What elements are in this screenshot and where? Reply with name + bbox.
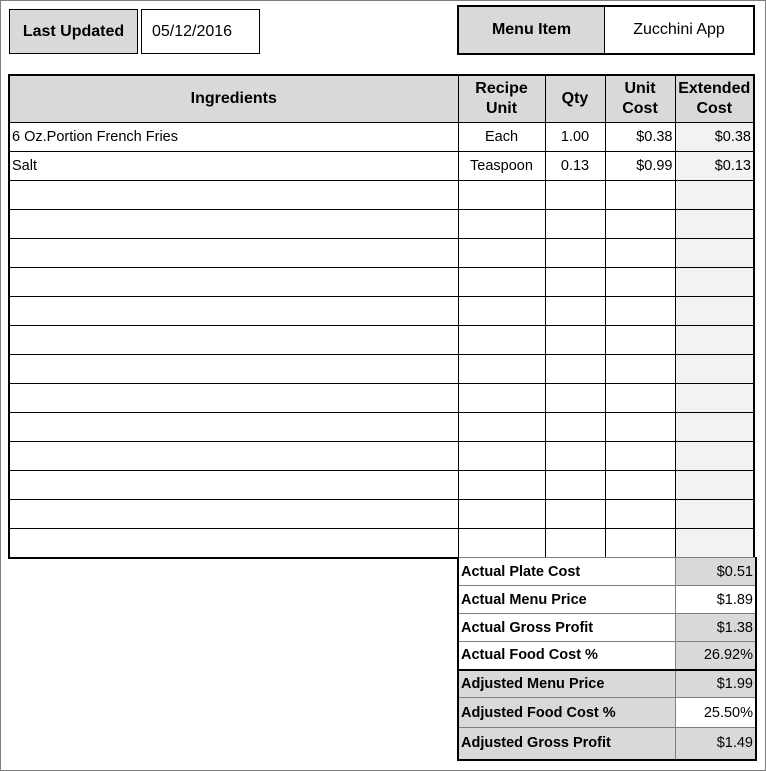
extended-cost-cell [675,268,754,297]
extended-cost-cell [675,442,754,471]
summary-label: Actual Gross Profit [458,614,675,642]
summary-value: $1.49 [675,728,756,760]
table-row [9,210,754,239]
ingredient-cell[interactable] [9,210,458,239]
summary-label: Actual Food Cost % [458,642,675,670]
qty-cell[interactable] [545,529,605,559]
unit-cost-cell[interactable] [605,268,675,297]
qty-cell[interactable] [545,355,605,384]
extended-cost-cell [675,500,754,529]
extended-cost-cell [675,210,754,239]
summary-label: Adjusted Menu Price [458,670,675,698]
ingredient-cell[interactable] [9,181,458,210]
summary-value: 26.92% [675,642,756,670]
ingredient-cell[interactable] [9,297,458,326]
table-row [9,355,754,384]
recipe-unit-cell[interactable] [458,384,545,413]
qty-cell[interactable]: 1.00 [545,123,605,152]
extended-cost-cell: $0.38 [675,123,754,152]
ingredient-cell[interactable] [9,529,458,559]
table-header-row [9,75,754,123]
table-row [9,239,754,268]
recipe-unit-cell[interactable] [458,471,545,500]
unit-cost-cell[interactable] [605,471,675,500]
summary-label: Actual Menu Price [458,586,675,614]
recipe-unit-cell[interactable] [458,500,545,529]
summary-row [458,728,756,760]
table-row [9,181,754,210]
menu-item-field[interactable]: Zucchini App [605,7,753,53]
extended-cost-cell [675,529,754,559]
unit-cost-cell[interactable] [605,355,675,384]
extended-cost-cell [675,471,754,500]
ingredient-cell[interactable] [9,500,458,529]
qty-cell[interactable] [545,413,605,442]
table-row [9,268,754,297]
recipe-unit-cell[interactable]: Each [458,123,545,152]
summary-value[interactable]: $1.99 [675,670,756,698]
ingredient-cell[interactable] [9,239,458,268]
unit-cost-cell[interactable]: $0.38 [605,123,675,152]
recipe-unit-cell[interactable] [458,355,545,384]
qty-cell[interactable] [545,326,605,355]
col-header-unit-cost: Unit Cost [605,75,675,123]
recipe-unit-cell[interactable] [458,442,545,471]
col-header-extended-cost: Extended Cost [675,75,754,123]
qty-cell[interactable] [545,297,605,326]
cost-summary-table [457,557,757,761]
summary-row [458,698,756,728]
table-row [9,152,754,181]
recipe-unit-cell[interactable]: Teaspoon [458,152,545,181]
qty-cell[interactable] [545,268,605,297]
table-row [9,413,754,442]
qty-cell[interactable] [545,471,605,500]
summary-row [458,558,756,586]
summary-label: Adjusted Food Cost % [458,698,675,728]
last-updated-field[interactable]: 05/12/2016 [141,9,260,54]
qty-cell[interactable] [545,442,605,471]
ingredient-cell[interactable] [9,268,458,297]
unit-cost-cell[interactable] [605,500,675,529]
table-row [9,471,754,500]
table-row [9,384,754,413]
ingredient-cell[interactable] [9,413,458,442]
table-row [9,123,754,152]
last-updated-label: Last Updated [9,9,138,54]
recipe-unit-cell[interactable] [458,239,545,268]
extended-cost-cell [675,355,754,384]
ingredients-table [8,74,755,559]
recipe-unit-cell[interactable] [458,297,545,326]
unit-cost-cell[interactable] [605,239,675,268]
unit-cost-cell[interactable] [605,384,675,413]
qty-cell[interactable] [545,210,605,239]
unit-cost-cell[interactable] [605,413,675,442]
ingredient-cell[interactable] [9,471,458,500]
summary-label: Actual Plate Cost [458,558,675,586]
qty-cell[interactable] [545,239,605,268]
extended-cost-cell [675,413,754,442]
summary-row [458,614,756,642]
menu-item-box [457,5,755,55]
qty-cell[interactable] [545,500,605,529]
table-row [9,529,754,559]
recipe-unit-cell[interactable] [458,181,545,210]
qty-cell[interactable]: 0.13 [545,152,605,181]
summary-row [458,642,756,670]
summary-row [458,670,756,698]
col-header-qty: Qty [545,75,605,123]
extended-cost-cell [675,384,754,413]
unit-cost-cell[interactable] [605,326,675,355]
ingredient-cell[interactable]: 6 Oz.Portion French Fries [9,123,458,152]
extended-cost-cell: $0.13 [675,152,754,181]
summary-row [458,586,756,614]
unit-cost-cell[interactable] [605,297,675,326]
extended-cost-cell [675,239,754,268]
unit-cost-cell[interactable] [605,210,675,239]
menu-item-label: Menu Item [459,7,605,53]
table-row [9,442,754,471]
recipe-unit-cell[interactable] [458,529,545,559]
extended-cost-cell [675,326,754,355]
recipe-unit-cell[interactable] [458,326,545,355]
unit-cost-cell[interactable]: $0.99 [605,152,675,181]
extended-cost-cell [675,297,754,326]
unit-cost-cell[interactable] [605,529,675,559]
ingredient-cell[interactable] [9,355,458,384]
ingredient-cell[interactable] [9,442,458,471]
qty-cell[interactable] [545,384,605,413]
table-row [9,500,754,529]
qty-cell[interactable] [545,181,605,210]
recipe-unit-cell[interactable] [458,210,545,239]
unit-cost-cell[interactable] [605,442,675,471]
extended-cost-cell [675,181,754,210]
recipe-unit-cell[interactable] [458,413,545,442]
summary-value: $0.51 [675,558,756,586]
ingredient-cell[interactable] [9,384,458,413]
ingredient-cell[interactable]: Salt [9,152,458,181]
table-row [9,297,754,326]
unit-cost-cell[interactable] [605,181,675,210]
table-row [9,326,754,355]
recipe-unit-cell[interactable] [458,268,545,297]
summary-value: $1.89 [675,586,756,614]
ingredient-cell[interactable] [9,326,458,355]
col-header-ingredients: Ingredients [9,75,458,123]
col-header-recipe-unit: Recipe Unit [458,75,545,123]
summary-label: Adjusted Gross Profit [458,728,675,760]
summary-value: 25.50% [675,698,756,728]
summary-value: $1.38 [675,614,756,642]
